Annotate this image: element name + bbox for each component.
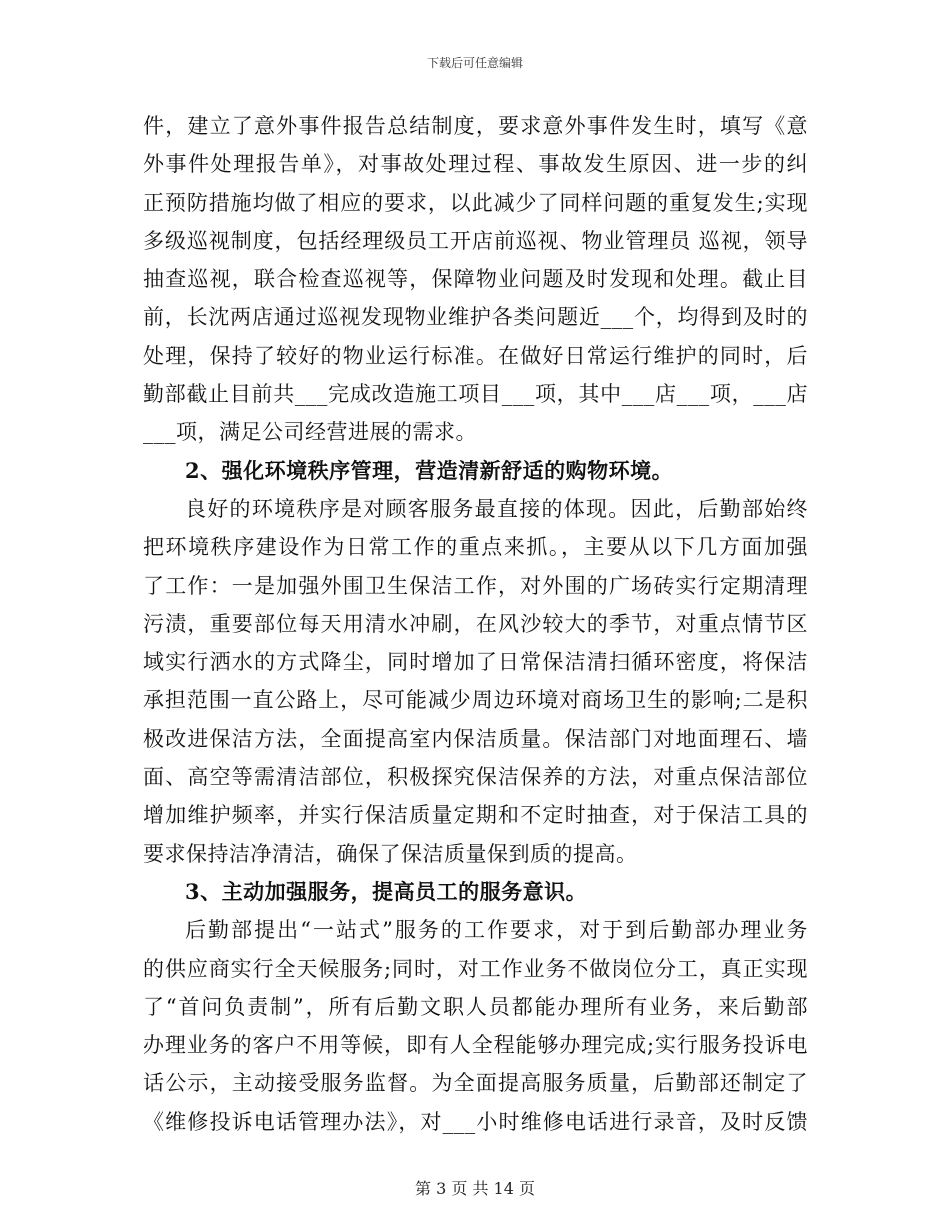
text-line: 污渍，重要部位每天用清水冲刷，在风沙较大的季节，对重点情节区 <box>143 611 808 636</box>
text-line: 外事件处理报告单》，对事故处理过程、事故发生原因、进一步的纠 <box>143 152 808 177</box>
text-line: 良好的环境秩序是对顾客服务最直接的体现。因此，后勤部始终 <box>185 496 808 521</box>
text-line: 《维修投诉电话管理办法》，对___小时维修电话进行录音，及时反馈 <box>143 1109 808 1134</box>
text-line: 多级巡视制度，包括经理级员工开店前巡视、物业管理员 巡视，领导 <box>143 228 808 253</box>
text-line: 了工作：一是加强外围卫生保洁工作，对外围的广场砖实行定期清理 <box>143 573 808 598</box>
text-line: ___项，满足公司经营进展的需求。 <box>143 420 477 445</box>
text-line: 前，长沈两店通过巡视发现物业维护各类问题近___个，均得到及时的 <box>143 305 808 330</box>
section-heading: 3、主动加强服务，提高员工的服务意识。 <box>185 878 588 904</box>
text-line: 件，建立了意外事件报告总结制度，要求意外事件发生时，填写《意 <box>143 114 808 138</box>
text-line: 要求保持洁净清洁，确保了保洁质量保到质的提高。 <box>143 841 638 866</box>
text-line: 处理，保持了较好的物业运行标准。在做好日常运行维护的同时，后 <box>143 343 808 368</box>
section-heading: 2、强化环境秩序管理，营造清新舒适的购物环境。 <box>185 457 674 483</box>
page-footer: 第 3 页 共 14 页 <box>415 1179 535 1198</box>
text-line: 后勤部提出“一站式”服务的工作要求，对于到后勤部办理业务 <box>185 918 808 943</box>
text-line: 了“首问负责制”，所有后勤文职人员都能办理所有业务，来后勤部 <box>143 994 808 1019</box>
text-line: 话公示，主动接受服务监督。为全面提高服务质量，后勤部还制定了 <box>143 1071 808 1096</box>
text-line: 极改进保洁方法，全面提高室内保洁质量。保洁部门对地面理石、墙 <box>143 726 808 751</box>
text-line: 增加维护频率，并实行保洁质量定期和不定时抽查，对于保洁工具的 <box>143 803 808 828</box>
text-line: 把环境秩序建设作为日常工作的重点来抓。，主要从以下几方面加强 <box>143 535 808 560</box>
text-line: 抽查巡视，联合检查巡视等，保障物业问题及时发现和处理。截止目 <box>143 267 808 292</box>
text-line: 面、高空等需清洁部位，积极探究保洁保养的方法，对重点保洁部位 <box>143 765 808 790</box>
document-body <box>143 107 808 1141</box>
text-line: 办理业务的客户不用等候，即有人全程能够办理完成;实行服务投诉电 <box>143 1033 808 1058</box>
text-line: 承担范围一直公路上，尽可能减少周边环境对商场卫生的影响;二是积 <box>143 688 808 713</box>
text-line: 域实行洒水的方式降尘，同时增加了日常保洁清扫循环密度，将保洁 <box>143 650 808 675</box>
text-line: 正预防措施均做了相应的要求，以此减少了同样问题的重复发生;实现 <box>143 190 808 215</box>
text-line: 的供应商实行全天候服务;同时，对工作业务不做岗位分工，真正实现 <box>143 956 808 981</box>
page-header: 下载后可任意编辑 <box>426 56 523 70</box>
text-line: 勤部截止目前共___完成改造施工项目___项，其中___店___项，___店 <box>143 382 808 407</box>
